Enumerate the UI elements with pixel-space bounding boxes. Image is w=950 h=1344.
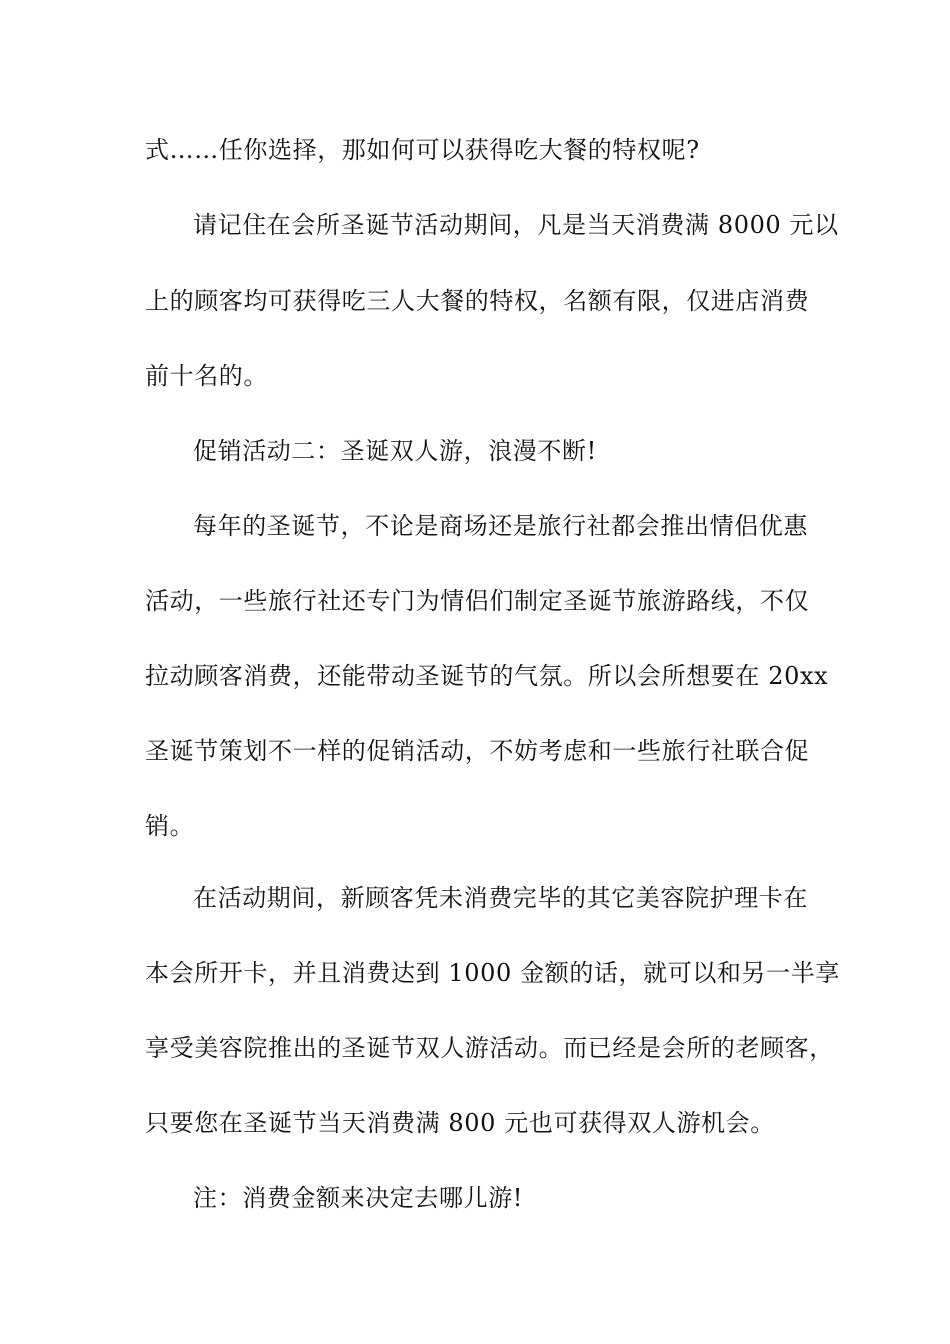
text-line-7: 活动，一些旅行社还专门为情侣们制定圣诞节旅游路线，不仅 xyxy=(145,587,810,615)
text-line-14: 只要您在圣诞节当天消费满 800 元也可获得双人游机会。 xyxy=(145,1109,775,1137)
text-line-15: 注：消费金额来决定去哪儿游! xyxy=(193,1184,524,1212)
text-line-12: 本会所开卡，并且消费达到 1000 金额的话，就可以和另一半享 xyxy=(145,959,840,987)
text-line-9: 圣诞节策划不一样的促销活动，不妨考虑和一些旅行社联合促 xyxy=(145,737,810,765)
text-line-11: 在活动期间，新顾客凭未消费完毕的其它美容院护理卡在 xyxy=(193,884,808,912)
text-line-10: 销。 xyxy=(145,812,195,840)
text-line-2: 请记住在会所圣诞节活动期间，凡是当天消费满 8000 元以 xyxy=(193,211,839,239)
text-line-13: 享受美容院推出的圣诞节双人游活动。而已经是会所的老顾客， xyxy=(145,1034,834,1062)
text-line-1: 式……任你选择，那如何可以获得吃大餐的特权呢? xyxy=(145,136,700,164)
text-line-6: 每年的圣诞节，不论是商场还是旅行社都会推出情侣优惠 xyxy=(193,512,808,540)
text-line-4: 前十名的。 xyxy=(145,362,268,390)
text-line-3: 上的顾客均可获得吃三人大餐的特权，名额有限，仅进店消费 xyxy=(145,287,810,315)
text-line-5: 促销活动二：圣诞双人游，浪漫不断! xyxy=(193,437,597,465)
text-line-8: 拉动顾客消费，还能带动圣诞节的气氛。所以会所想要在 20xx xyxy=(145,662,829,690)
